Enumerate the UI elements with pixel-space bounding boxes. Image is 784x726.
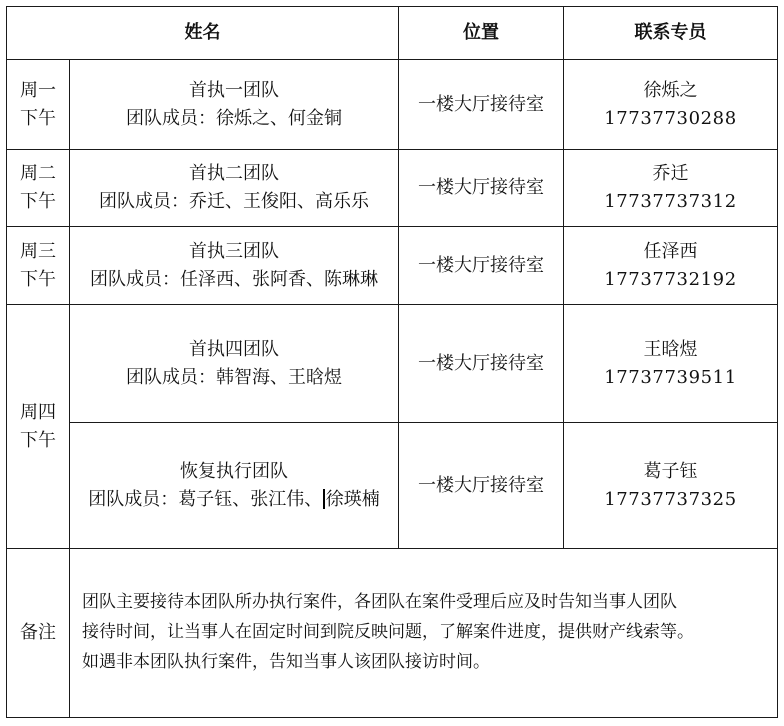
day-cell	[7, 227, 70, 305]
time-label: 下午	[20, 191, 56, 212]
team-name: 首执二团队	[189, 163, 279, 185]
location-cell	[399, 60, 564, 150]
team-members-part: 徐瑛楠	[325, 488, 380, 510]
contact-name: 乔迁	[652, 163, 689, 185]
day-label: 周一	[20, 79, 56, 101]
team-members: 团队成员：徐烁之、何金铜	[126, 107, 342, 129]
time-label: 下午	[20, 268, 56, 290]
team-name: 首执四团队	[189, 338, 279, 360]
contact-phone: 17737737325	[604, 488, 737, 510]
team-name: 恢复执行团队	[180, 460, 288, 482]
time-label: 下午	[20, 107, 56, 129]
location-cell	[399, 305, 564, 423]
contact-cell	[564, 305, 778, 423]
reception-schedule-table	[6, 6, 778, 718]
table-row	[7, 423, 778, 549]
table-row	[7, 60, 778, 150]
name-header: 姓名	[7, 7, 399, 60]
contact-name: 王晗煜	[643, 338, 698, 360]
day-label: 周二	[20, 163, 56, 185]
contact-phone: 17737730288	[604, 107, 737, 129]
team-cell	[70, 305, 399, 423]
table-row	[7, 305, 778, 423]
team-members: 团队成员：任泽西、张阿香、陈琳琳	[90, 268, 378, 290]
contact-phone: 17737739511	[604, 366, 737, 388]
team-cell	[70, 227, 399, 305]
contact-phone: 17737737312	[604, 191, 737, 212]
location-text: 一楼大厅接待室	[418, 177, 544, 199]
location-header: 位置	[399, 7, 564, 60]
note-cell	[70, 549, 778, 718]
contact-name: 徐烁之	[643, 79, 698, 101]
team-cell	[70, 150, 399, 227]
contact-header: 联系专员	[564, 7, 778, 60]
location-text: 一楼大厅接待室	[418, 254, 544, 276]
contact-name: 葛子钰	[643, 460, 698, 482]
team-cell	[70, 60, 399, 150]
day-label: 周四	[20, 401, 56, 423]
day-label: 周三	[20, 240, 56, 262]
table-row	[7, 227, 778, 305]
day-cell	[7, 60, 70, 150]
contact-name: 任泽西	[643, 240, 698, 262]
contact-phone: 17737732192	[604, 268, 737, 290]
location-text: 一楼大厅接待室	[418, 474, 544, 496]
location-cell	[399, 227, 564, 305]
note-line: 接待时间，让当事人在固定时间到院反映问题，了解案件进度，提供财产线索等。	[82, 622, 694, 643]
location-text: 一楼大厅接待室	[418, 352, 544, 374]
contact-cell	[564, 227, 778, 305]
team-cell	[70, 423, 399, 549]
location-cell	[399, 150, 564, 227]
team-members: 团队成员：乔迁、王俊阳、高乐乐	[99, 191, 369, 212]
header-row	[7, 7, 778, 60]
team-name: 首执三团队	[189, 240, 279, 262]
day-cell	[7, 150, 70, 227]
time-label: 下午	[20, 429, 56, 451]
team-members-part: 团队成员：葛子钰、张江伟、	[88, 488, 323, 510]
team-members: 团队成员：韩智海、王晗煜	[126, 366, 342, 388]
team-name: 首执一团队	[189, 79, 279, 101]
team-members	[70, 486, 398, 514]
contact-cell	[564, 150, 778, 227]
note-row	[7, 549, 778, 718]
note-line: 如遇非本团队执行案件，告知当事人该团队接访时间。	[82, 651, 490, 672]
note-label: 备注	[7, 549, 70, 718]
location-cell	[399, 423, 564, 549]
contact-cell	[564, 60, 778, 150]
note-text	[70, 588, 777, 677]
note-line: 团队主要接待本团队所办执行案件，各团队在案件受理后应及时告知当事人团队	[82, 592, 677, 613]
day-cell	[7, 305, 70, 549]
location-text: 一楼大厅接待室	[418, 93, 544, 115]
text-cursor	[323, 489, 325, 509]
contact-cell	[564, 423, 778, 549]
table-row	[7, 150, 778, 227]
